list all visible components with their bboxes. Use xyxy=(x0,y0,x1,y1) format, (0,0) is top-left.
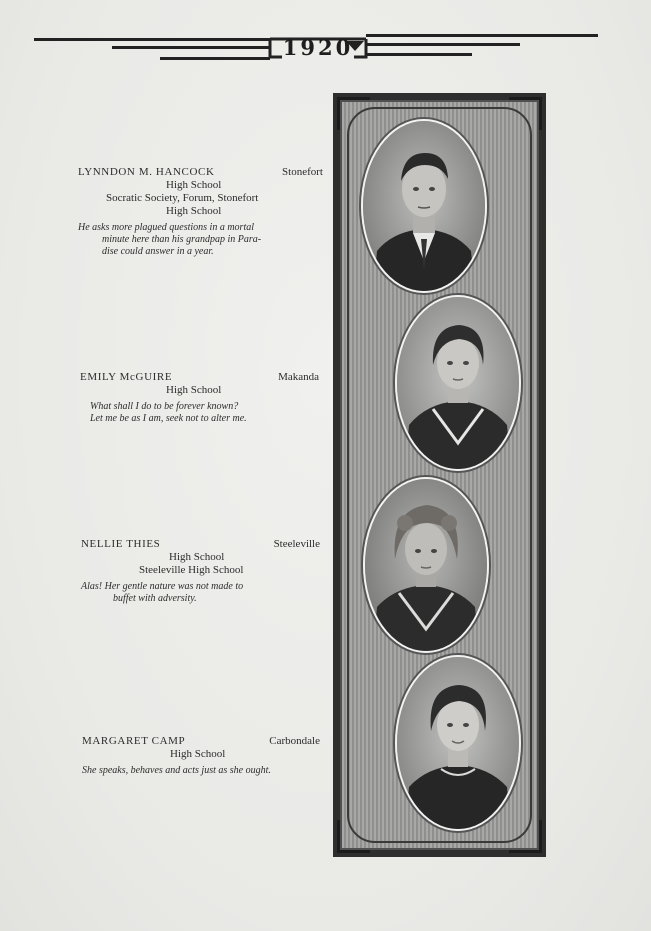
header-rule xyxy=(160,57,270,60)
student-detail: High School xyxy=(166,205,222,217)
header-rule xyxy=(112,46,270,49)
quote-line: He asks more plagued questions in a mortal xyxy=(78,222,255,233)
student-town: Makanda xyxy=(278,371,319,383)
student-quote xyxy=(78,222,323,258)
student-entry xyxy=(78,166,323,258)
quote-line: She speaks, behaves and acts just as she ought. xyxy=(82,765,271,776)
year-title: 1920 xyxy=(282,35,354,60)
student-detail: High School xyxy=(169,551,225,563)
student-town: Stonefort xyxy=(282,166,323,178)
student-quote xyxy=(82,765,320,777)
student-quote xyxy=(80,401,319,425)
quote-line: What shall I do to be forever known? xyxy=(90,401,239,412)
student-portrait xyxy=(395,655,521,831)
student-town: Steeleville xyxy=(273,538,320,550)
header-ornament xyxy=(0,0,651,80)
student-quote xyxy=(81,581,320,605)
student-portrait xyxy=(361,119,487,293)
student-detail: High School xyxy=(166,384,222,396)
student-name: MARGARET CAMP xyxy=(82,735,186,747)
student-detail: High School xyxy=(170,748,226,760)
student-entry xyxy=(82,735,320,777)
quote-line: buffet with adversity. xyxy=(113,593,197,604)
portrait-female-image xyxy=(397,657,519,829)
portrait-female-image xyxy=(365,479,487,651)
header-rule xyxy=(34,38,270,41)
student-name: EMILY McGUIRE xyxy=(80,371,173,383)
portrait-male-image xyxy=(363,121,485,291)
header-rule xyxy=(366,34,598,37)
quote-line: dise could answer in a year. xyxy=(102,246,214,257)
year-emblem xyxy=(268,35,368,61)
student-entry xyxy=(80,371,319,425)
quote-line: Let me be as I am, seek not to alter me. xyxy=(90,413,247,424)
student-entry xyxy=(81,538,320,605)
photo-panel xyxy=(333,93,546,857)
student-name: LYNNDON M. HANCOCK xyxy=(78,166,215,178)
corner-ornament xyxy=(509,97,542,130)
student-portrait xyxy=(395,295,521,471)
student-name: NELLIE THIES xyxy=(81,538,161,550)
student-portrait xyxy=(363,477,489,653)
corner-ornament xyxy=(337,97,370,130)
corner-ornament xyxy=(337,820,370,853)
student-town: Carbondale xyxy=(269,735,320,747)
student-detail: Socratic Society, Forum, Stonefort xyxy=(106,192,259,204)
quote-line: minute here than his grandpap in Para- xyxy=(102,234,262,245)
student-detail: Steeleville High School xyxy=(139,564,244,576)
header-rule xyxy=(366,53,472,56)
portrait-female-image xyxy=(397,297,519,469)
quote-line: Alas! Her gentle nature was not made to xyxy=(81,581,244,592)
header-rule xyxy=(366,43,520,46)
student-detail: High School xyxy=(166,179,222,191)
corner-ornament xyxy=(509,820,542,853)
